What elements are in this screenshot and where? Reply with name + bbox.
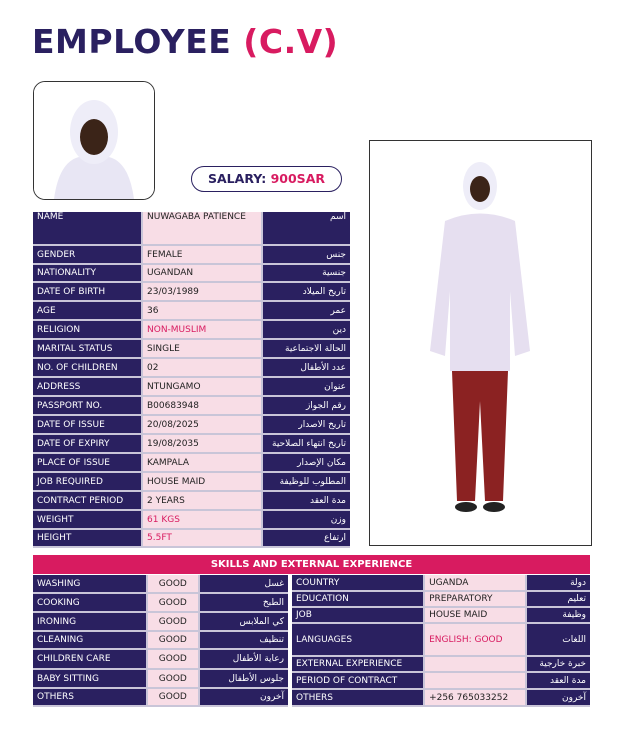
table-row [33, 472, 350, 491]
full-body-photo [369, 140, 592, 546]
skills-label: CLEANING [33, 631, 147, 649]
details-arabic: دين [262, 320, 350, 339]
details-arabic: وزن [262, 510, 350, 529]
personal-details-table [33, 212, 350, 548]
experience-value: ENGLISH: GOOD [424, 623, 526, 656]
table-row [33, 212, 350, 245]
table-row [33, 593, 288, 612]
experience-label: EDUCATION [292, 591, 424, 607]
experience-arabic: اللغات [526, 623, 590, 656]
table-row [33, 434, 350, 453]
title-main: EMPLOYEE [32, 22, 232, 61]
table-row [33, 358, 350, 377]
table-row [33, 396, 350, 415]
details-arabic: رقم الجواز [262, 396, 350, 415]
details-label: NATIONALITY [33, 264, 142, 282]
skills-header: SKILLS AND EXTERNAL EXPERIENCE [33, 555, 590, 574]
skills-arabic: الطبخ [199, 593, 288, 612]
table-row [292, 689, 590, 706]
details-value: NTUNGAMO [142, 377, 262, 396]
details-label: CONTRACT PERIOD [33, 491, 142, 510]
details-label: JOB REQUIRED [33, 472, 142, 491]
details-label: MARITAL STATUS [33, 339, 142, 358]
page-title [32, 22, 338, 61]
details-label: DATE OF EXPIRY [33, 434, 142, 453]
table-row [292, 623, 590, 656]
experience-arabic: تعليم [526, 591, 590, 607]
table-row [33, 529, 350, 547]
experience-arabic: دولة [526, 575, 590, 591]
skills-arabic: جلوس الأطفال [199, 669, 288, 688]
experience-value: HOUSE MAID [424, 607, 526, 623]
skills-arabic: تنظيف [199, 631, 288, 649]
skills-label: OTHERS [33, 688, 147, 706]
table-row [292, 607, 590, 623]
details-arabic: مدة العقد [262, 491, 350, 510]
table-row [292, 672, 590, 689]
experience-label: OTHERS [292, 689, 424, 706]
details-value: NUWAGABA PATIENCE [142, 212, 262, 245]
skills-arabic: غسل [199, 575, 288, 593]
details-arabic: تاريخ الميلاد [262, 282, 350, 301]
table-row [33, 415, 350, 434]
details-label: WEIGHT [33, 510, 142, 529]
experience-label: JOB [292, 607, 424, 623]
details-value: HOUSE MAID [142, 472, 262, 491]
details-label: RELIGION [33, 320, 142, 339]
details-arabic: المطلوب للوظيفة [262, 472, 350, 491]
table-row [33, 510, 350, 529]
skills-label: CHILDREN CARE [33, 649, 147, 669]
experience-arabic: مدة العقد [526, 672, 590, 689]
details-arabic: تاريخ الاصدار [262, 415, 350, 434]
table-row [33, 320, 350, 339]
skills-label: IRONING [33, 612, 147, 631]
details-value: 5.5FT [142, 529, 262, 547]
skills-arabic: كي الملابس [199, 612, 288, 631]
skills-arabic: آخرون [199, 688, 288, 706]
details-label: AGE [33, 301, 142, 320]
skills-arabic: رعاية الأطفال [199, 649, 288, 669]
details-label: HEIGHT [33, 529, 142, 547]
salary-label: SALARY: [208, 171, 267, 186]
experience-value: +256 765033252 [424, 689, 526, 706]
skills-label: COOKING [33, 593, 147, 612]
details-value: 36 [142, 301, 262, 320]
experience-label: LANGUAGES [292, 623, 424, 656]
experience-table [292, 575, 590, 707]
table-row [33, 377, 350, 396]
skills-label: WASHING [33, 575, 147, 593]
experience-label: EXTERNAL EXPERIENCE [292, 656, 424, 672]
details-value: 20/08/2025 [142, 415, 262, 434]
table-row [33, 575, 288, 593]
skills-value: GOOD [147, 688, 199, 706]
details-arabic: جنس [262, 245, 350, 264]
details-value: 23/03/1989 [142, 282, 262, 301]
table-row [33, 301, 350, 320]
skills-value: GOOD [147, 669, 199, 688]
table-row [33, 453, 350, 472]
table-row [292, 656, 590, 672]
skills-value: GOOD [147, 649, 199, 669]
details-value: NON-MUSLIM [142, 320, 262, 339]
skills-value: GOOD [147, 631, 199, 649]
details-value: SINGLE [142, 339, 262, 358]
experience-label: PERIOD OF CONTRACT [292, 672, 424, 689]
table-row [292, 591, 590, 607]
details-value: 2 YEARS [142, 491, 262, 510]
experience-value: UGANDA [424, 575, 526, 591]
details-arabic: ارتفاع [262, 529, 350, 547]
table-row [33, 688, 288, 706]
skills-value: GOOD [147, 593, 199, 612]
details-arabic: الحالة الاجتماعية [262, 339, 350, 358]
details-label: PASSPORT NO. [33, 396, 142, 415]
experience-label: COUNTRY [292, 575, 424, 591]
experience-value: PREPARATORY [424, 591, 526, 607]
experience-value [424, 656, 526, 672]
details-value: 19/08/2035 [142, 434, 262, 453]
details-arabic: عمر [262, 301, 350, 320]
experience-arabic: وظيفة [526, 607, 590, 623]
details-arabic: عدد الأطفال [262, 358, 350, 377]
table-row [33, 264, 350, 282]
details-label: ADDRESS [33, 377, 142, 396]
table-row [33, 339, 350, 358]
details-arabic: جنسية [262, 264, 350, 282]
details-value: B00683948 [142, 396, 262, 415]
experience-arabic: آخرون [526, 689, 590, 706]
skills-value: GOOD [147, 575, 199, 593]
details-value: 02 [142, 358, 262, 377]
details-label: DATE OF BIRTH [33, 282, 142, 301]
details-arabic: عنوان [262, 377, 350, 396]
salary-badge [191, 166, 342, 192]
details-arabic: تاريخ انتهاء الصلاحية [262, 434, 350, 453]
table-row [33, 491, 350, 510]
table-row [33, 282, 350, 301]
details-value: KAMPALA [142, 453, 262, 472]
experience-arabic: خبرة خارجية [526, 656, 590, 672]
skills-value: GOOD [147, 612, 199, 631]
details-arabic: مكان الإصدار [262, 453, 350, 472]
details-label: DATE OF ISSUE [33, 415, 142, 434]
table-row [33, 649, 288, 669]
details-value: FEMALE [142, 245, 262, 264]
skills-label: BABY SITTING [33, 669, 147, 688]
details-label: GENDER [33, 245, 142, 264]
skills-table [33, 575, 288, 707]
table-row [33, 631, 288, 649]
title-accent: (C.V) [243, 22, 339, 61]
experience-value [424, 672, 526, 689]
details-label: NAME [33, 212, 142, 245]
table-row [33, 612, 288, 631]
details-label: PLACE OF ISSUE [33, 453, 142, 472]
details-value: 61 KGS [142, 510, 262, 529]
details-value: UGANDAN [142, 264, 262, 282]
table-row [33, 245, 350, 264]
portrait-photo [33, 81, 155, 200]
table-row [292, 575, 590, 591]
table-row [33, 669, 288, 688]
details-label: NO. OF CHILDREN [33, 358, 142, 377]
salary-value: 900SAR [270, 171, 325, 186]
details-arabic: اسم [262, 212, 350, 245]
